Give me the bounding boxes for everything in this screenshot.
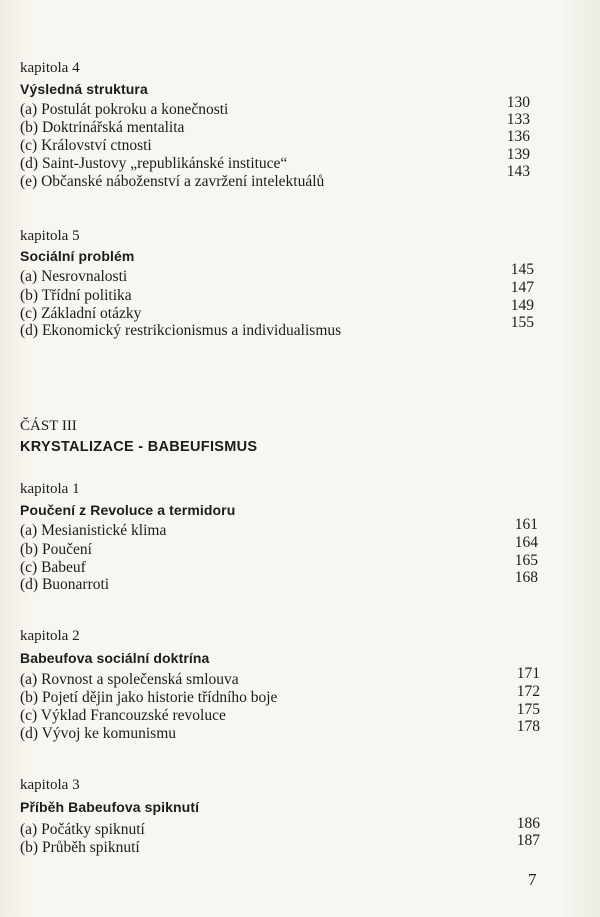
toc-page-number: 178: [516, 718, 540, 735]
toc-entry: (c) Základní otázky: [20, 305, 142, 322]
toc-page-number: 133: [506, 111, 530, 128]
toc-entry: (a) Počátky spiknutí: [20, 821, 145, 838]
toc-entry: (c) Výklad Francouzské revoluce: [20, 707, 226, 724]
chapter-title: Babeufova sociální doktrína: [20, 650, 210, 666]
toc-entry: (b) Třídní politika: [20, 287, 132, 304]
toc-page-number: 161: [514, 516, 538, 533]
chapter-label: kapitola 3: [20, 777, 80, 793]
toc-page-number: 168: [514, 569, 538, 586]
toc-page-number: 139: [506, 146, 530, 163]
toc-page-number: 186: [516, 815, 540, 832]
chapter-title: Sociální problém: [20, 248, 135, 264]
toc-entry: (a) Nesrovnalosti: [20, 268, 128, 285]
toc-entry: (b) Doktrinářská mentalita: [20, 119, 185, 136]
toc-page-number: 172: [516, 683, 540, 700]
chapter-label: kapitola 1: [20, 481, 80, 497]
toc-entry: (a) Postulát pokroku a konečnosti: [20, 101, 229, 118]
toc-page-number: 165: [514, 552, 538, 569]
toc-page-number: 143: [506, 163, 530, 180]
toc-entry: (a) Rovnost a společenská smlouva: [20, 671, 239, 688]
toc-page-number: 130: [506, 94, 530, 111]
chapter-title: Poučení z Revoluce a termidoru: [20, 502, 236, 518]
toc-entry: (d) Ekonomický restrikcionismus a individualismus: [20, 322, 342, 339]
toc-entry: (c) Babeuf: [20, 559, 86, 576]
toc-page-number: 145: [510, 261, 534, 278]
toc-page-number: 187: [516, 832, 540, 849]
page-number: 7: [528, 870, 537, 889]
chapter-label: kapitola 2: [20, 628, 80, 644]
part-label: ČÁST III: [20, 418, 77, 434]
toc-entry: (e) Občanské náboženství a zavržení intelektuálů: [20, 173, 325, 190]
toc-entry: (c) Království ctnosti: [20, 137, 152, 154]
toc-page-number: 136: [506, 128, 530, 145]
toc-page-number: 155: [510, 314, 534, 331]
chapter-label: kapitola 5: [20, 228, 80, 244]
toc-page-number: 164: [514, 534, 538, 551]
toc-entry: (b) Pojetí dějin jako historie třídního boje: [20, 689, 278, 706]
toc-entry: (a) Mesianistické klima: [20, 522, 167, 539]
chapter-title: Výsledná struktura: [20, 81, 148, 97]
toc-page-number: 149: [510, 297, 534, 314]
chapter-label: kapitola 4: [20, 60, 80, 76]
toc-page-number: 147: [510, 279, 534, 296]
toc-entry: (d) Buonarroti: [20, 576, 110, 593]
part-title: KRYSTALIZACE - BABEUFISMUS: [20, 439, 258, 455]
toc-entry: (d) Saint-Justovy „republikánské instituce“: [20, 155, 288, 172]
toc-entry: (b) Průběh spiknutí: [20, 839, 140, 856]
toc-entry: (d) Vývoj ke komunismu: [20, 725, 176, 742]
toc-entry: (b) Poučení: [20, 541, 92, 558]
chapter-title: Příběh Babeufova spiknutí: [20, 799, 200, 815]
toc-page-number: 171: [516, 665, 540, 682]
toc-page-number: 175: [516, 701, 540, 718]
